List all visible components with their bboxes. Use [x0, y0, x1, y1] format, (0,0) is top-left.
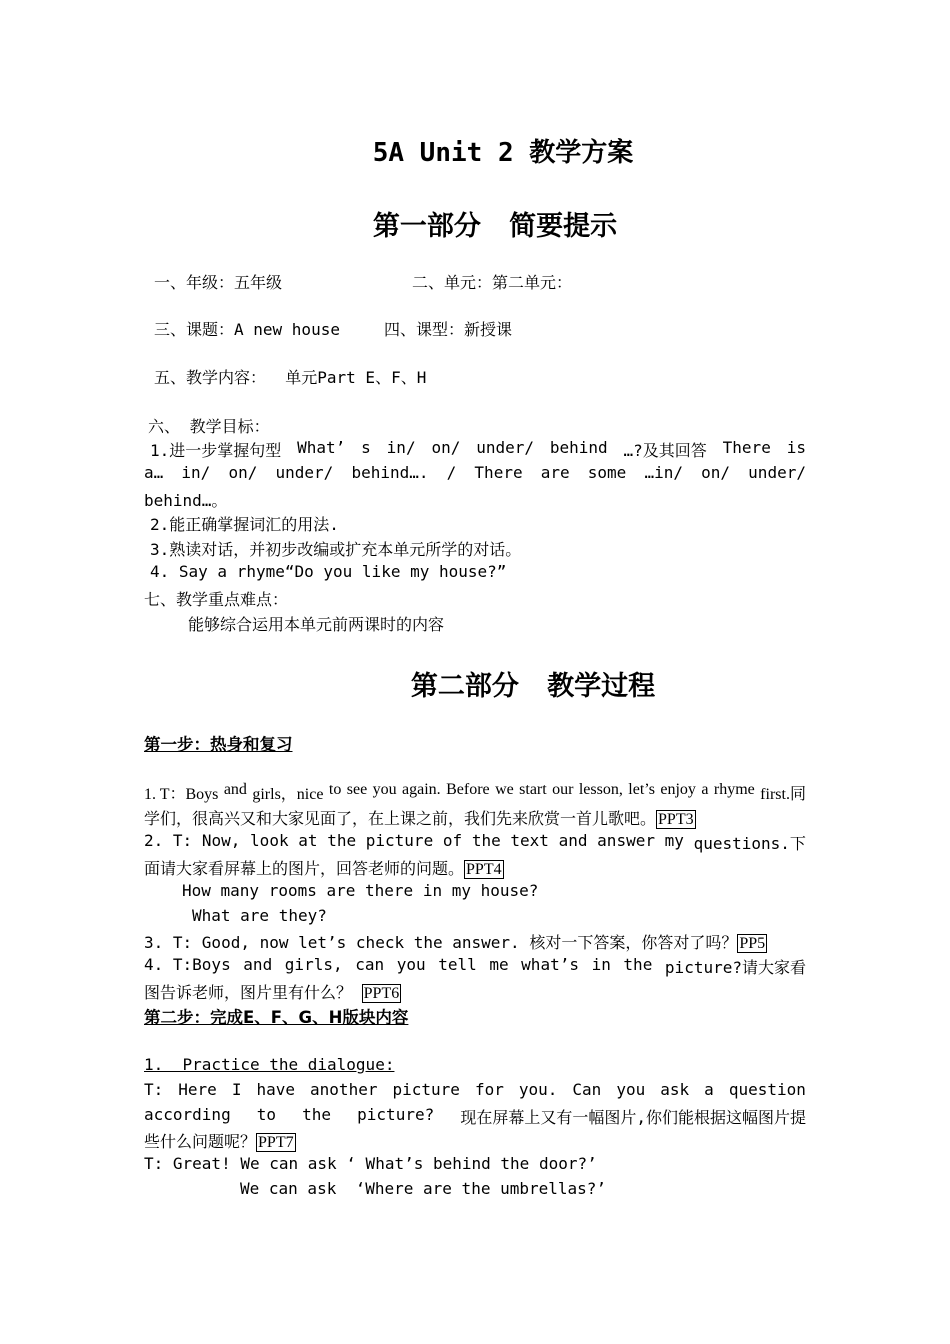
- objectives-heading: 六、 教学目标：: [148, 417, 270, 436]
- content-line: 五、教学内容： 单元Part E、F、H: [154, 368, 427, 387]
- ppt-tag: PPT7: [258, 1134, 294, 1151]
- ppt-tag: PPT4: [466, 861, 502, 878]
- step1-title: 第一步：热身和复习: [144, 735, 293, 754]
- step1-question-1: How many rooms are there in my house?: [182, 881, 539, 900]
- step1-item1-line2: 学们，很高兴又和大家见面了，在上课之前，我们先来欣赏一首儿歌吧。 PPT3: [144, 811, 694, 828]
- key-points-text: 能够综合运用本单元前两课时的内容: [188, 615, 445, 634]
- ppt-tag: PP5: [739, 935, 766, 952]
- step2-t2-line1: T: Great! We can ask ‘ What’s behind the door?’: [144, 1154, 597, 1173]
- step1-item1-line1: 1. T：Boys and girls，nice to see you again. Before we start our lesson, let’s enjoy a rhyme first.同: [144, 781, 806, 803]
- step1-item4-line1: 4. T:Boys and girls, can you tell me what’s in the picture?请大家看: [144, 955, 806, 977]
- topic-line: 三、课题：A new house: [154, 320, 340, 339]
- document-title: 5A Unit 2 教学方案: [372, 138, 634, 168]
- step2-t1-line3: 些什么问题呢？ PPT7: [144, 1132, 294, 1151]
- objective-1-line-3: behind…。: [144, 491, 228, 510]
- objective-1-line-1: 1.进一步掌握句型 What’ s in/ on/ under/ behind …?及其回答 There is: [150, 438, 806, 460]
- step1-item2-line1: 2. T: Now, look at the picture of the text and answer my questions.下: [144, 831, 806, 853]
- grade-line: 一、年级：五年级: [154, 273, 283, 292]
- part1-heading: 第一部分 简要提示: [372, 211, 618, 242]
- part2-heading: 第二部分 教学过程: [410, 671, 656, 702]
- ppt-tag: PPT3: [658, 811, 694, 828]
- step1-item2-line2: 面请大家看屏幕上的图片，回答老师的问题。 PPT4: [144, 859, 502, 878]
- unit-line: 二、单元：第二单元：: [412, 273, 573, 292]
- objective-4: 4. Say a rhyme“Do you like my house?”: [150, 562, 507, 581]
- lesson-type-line: 四、课型：新授课: [384, 320, 513, 339]
- objective-1-line-2: a… in/ on/ under/ behind…. / There are some …in/ on/ under/: [144, 463, 806, 482]
- step1-item3: 3. T: Good, now let’s check the answer. 核对一下答案，你答对了吗？ PP5: [144, 933, 766, 952]
- step2-t1-line2: according to the picture? 现在屏幕上又有一幅图片,你们能根据这幅图片提: [144, 1105, 806, 1127]
- objective-2: 2.能正确掌握词汇的用法.: [150, 515, 339, 534]
- step2-title: 第二步：完成E、F、G、H版块内容: [144, 1008, 409, 1027]
- step2-subheading-1: 1. Practice the dialogue:: [144, 1055, 395, 1074]
- step2-t1-line1: T: Here I have another picture for you. Can you ask a question: [144, 1080, 806, 1099]
- key-points-heading: 七、教学重点难点：: [144, 590, 289, 609]
- step2-t2-line2: We can ask ‘Where are the umbrellas?’: [240, 1179, 607, 1198]
- ppt-tag: PPT6: [363, 985, 400, 1002]
- step1-question-2: What are they?: [192, 906, 327, 925]
- step1-item4-line2: 图告诉老师，图片里有什么？ PPT6: [144, 983, 400, 1002]
- objective-3: 3.熟读对话，并初步改编或扩充本单元所学的对话。: [150, 540, 522, 559]
